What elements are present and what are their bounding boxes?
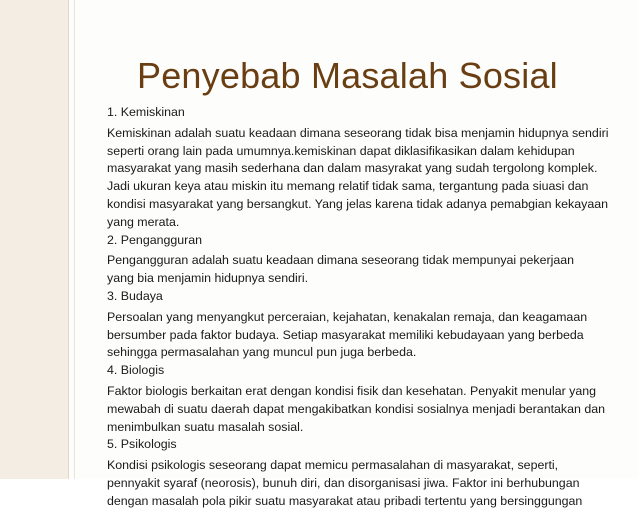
- section-biologis: [107, 362, 622, 435]
- paragraph-line: Kondisi psikologis seseorang dapat memicu permasalahan di masyarakat, seperti,: [107, 458, 559, 473]
- paragraph-line: masyarakat yang masih sederhana dan dalam masyrakat yang sudah tergolong komplek.: [107, 161, 598, 176]
- section-heading: 5. Psikologis: [107, 437, 177, 452]
- paragraph-line: bersumber pada faktor budaya. Setiap masyarakat memiliki kebudayaan yang berbeda: [107, 327, 584, 342]
- section-heading: 3. Budaya: [107, 288, 163, 303]
- paragraph-line: seperti orang lain pada umumnya.kemiskinan dapat diklasifikasikan dalam kehidupan: [107, 143, 575, 158]
- paragraph-line: Kemiskinan adalah suatu keadaan dimana seseorang tidak bisa menjamin hidupnya sendiri: [107, 125, 609, 140]
- paragraph-line: pennyakit syaraf (neorosis), bunuh diri, dan disorganisasi jiwa. Faktor ini berhubungan: [107, 475, 580, 490]
- paragraph-line: menimbulkan suatu masalah sosial.: [107, 419, 304, 434]
- paragraph-line: yang bia menjamin hidupnya sendiri.: [107, 271, 309, 286]
- paragraph-line: sehingga permasalahan yang muncul pun juga berbeda.: [107, 345, 417, 360]
- slide-title: Penyebab Masalah Sosial: [137, 55, 558, 96]
- slide-content: [107, 104, 622, 511]
- section-psikologis: [107, 436, 622, 509]
- decorative-left-band: [0, 0, 68, 479]
- decorative-stripe: [68, 0, 69, 479]
- decorative-stripe-inner: [74, 0, 75, 479]
- paragraph-line: Persoalan yang menyangkut perceraian, kejahatan, kenakalan remaja, dan keagamaan: [107, 309, 588, 324]
- paragraph-line: dengan masalah pola pikir suatu masyarakat atau pribadi tertentu yang bersinggungan: [107, 493, 583, 508]
- paragraph-line: Jadi ukuran keya atau miskin itu memang relatif tidak sama, tergantung pada siuasi dan: [107, 179, 589, 194]
- paragraph-line: Faktor biologis berkaitan erat dengan kondisi fisik dan kesehatan. Penyakit menular yang: [107, 383, 597, 398]
- paragraph-line: mewabah di suatu daerah dapat mengakibatkan kondisi sosialnya menjadi berantakan dan: [107, 401, 606, 416]
- section-budaya: [107, 288, 622, 361]
- paragraph-line: Pengangguran adalah suatu keadaan dimana seseorang tidak mempunyai pekerjaan: [107, 253, 575, 268]
- paragraph-line: kondisi masyarakat yang bersangkut. Yang jelas karena tidak adanya pemabgian kekayaan: [107, 196, 608, 211]
- section-kemiskinan: [107, 104, 622, 231]
- section-heading: 2. Pengangguran: [107, 232, 203, 247]
- section-heading: 1. Kemiskinan: [107, 105, 185, 119]
- section-pengangguran: [107, 232, 622, 287]
- section-heading: 4. Biologis: [107, 363, 165, 378]
- paragraph-line: yang merata.: [107, 214, 180, 229]
